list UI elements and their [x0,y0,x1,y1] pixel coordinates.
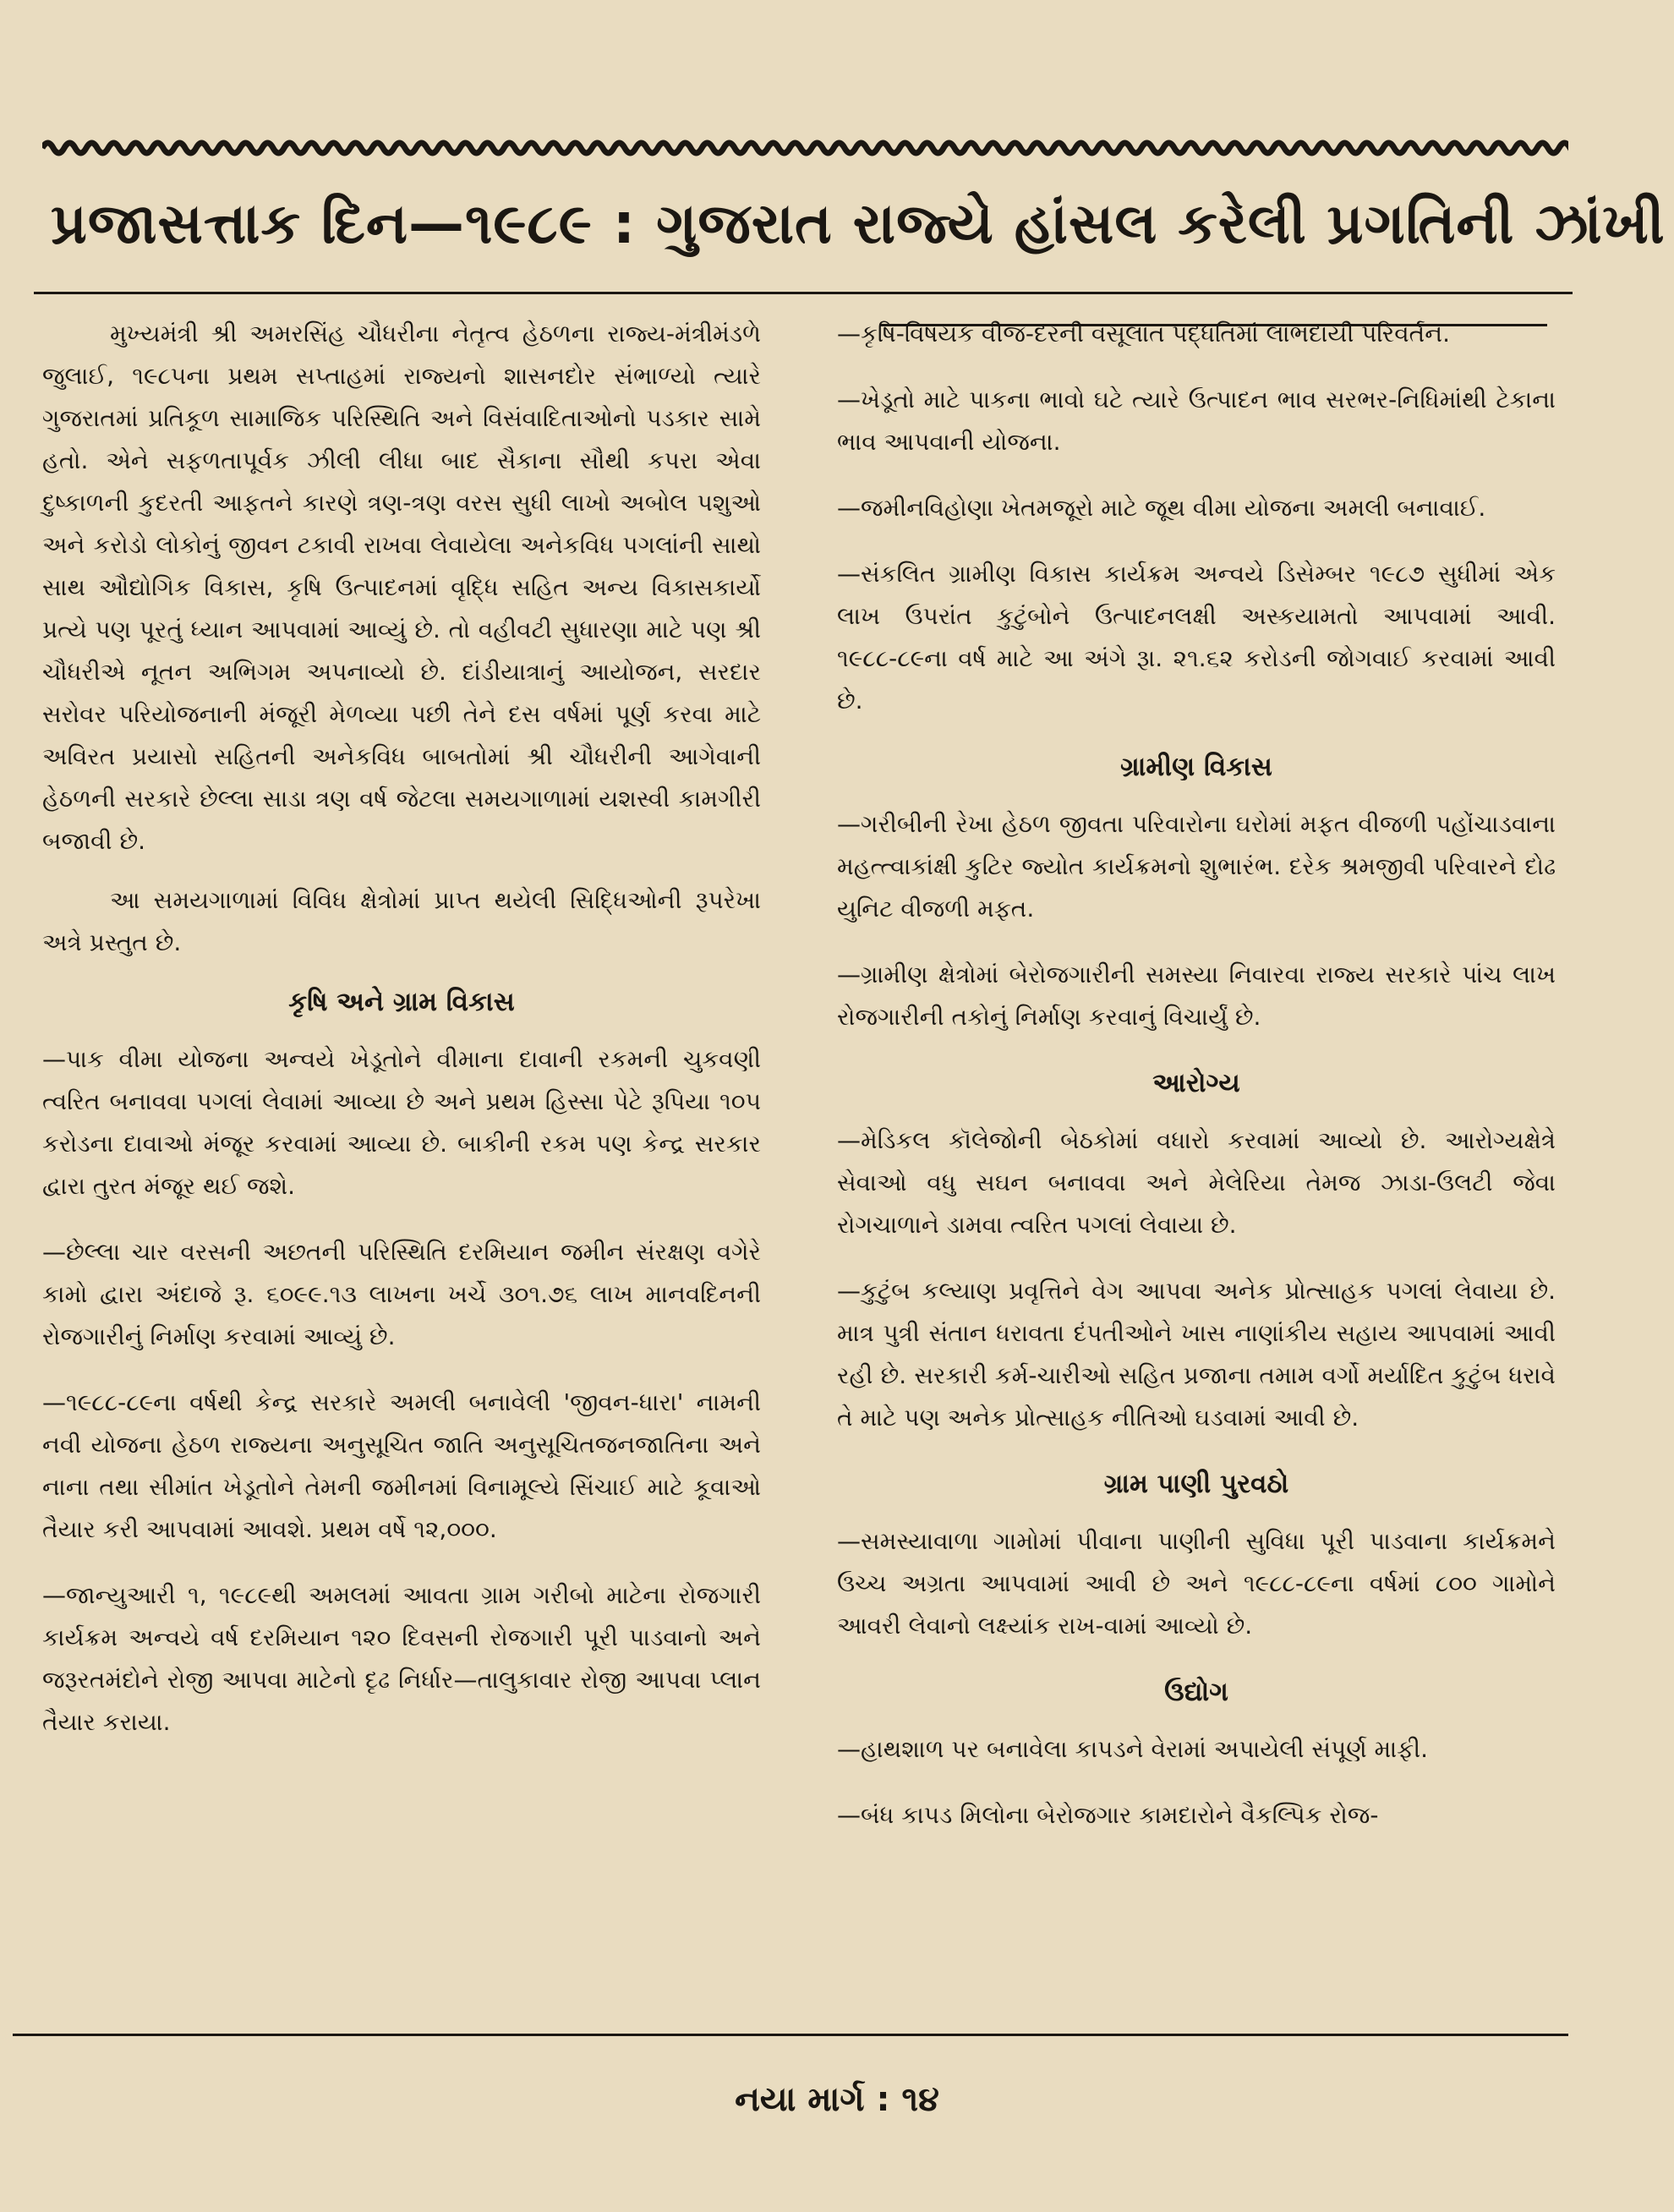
intro-paragraph: મુખ્યમંત્રી શ્રી અમરસિંહ ચૌધરીના નેતૃત્વ હેઠળના રાજ્ય-મંત્રીમંડળે જુલાઈ, ૧૯૮૫ના પ્રથમ સપ્તાહમાં રાજ્યનો શાસનદોર સંભાળ્યો ત્યારે ગુજરાતમાં પ્રતિકૂળ સામાજિક પરિસ્થિતિ અને વિસંવાદિતાઓનો પડકાર સામે હતો. એને સફળતાપૂર્વક ઝીલી લીધા બાદ સૈકાના સૌથી કપરા એવા દુષ્કાળની કુદરતી આફતને કારણે ત્રણ-ત્રણ વરસ સુધી લાખો અબોલ પશુઓ અને કરોડો લોકોનું જીવન ટકાવી રાખવા લેવાયેલા અનેકવિધ પગલાંની સાથો સાથ ઔદ્યોગિક વિકાસ, કૃષિ ઉત્પાદનમાં વૃદ્ધિ સહિત અન્ય વિકાસકાર્યો પ્રત્યે પણ પૂરતું ધ્યાન આપવામાં આવ્યું છે. તો વહીવટી સુધારણા માટે પણ શ્રી ચૌધરીએ નૂતન અભિગમ અપનાવ્યો છે. દાંડીયાત્રાનું આયોજન, સરદાર સરોવર પરિયોજનાની મંજૂરી મેળવ્યા પછી તેને દસ વર્ષમાં પૂર્ણ કરવા માટે અવિરત પ્રયાસો સહિતની અનેકવિધ બાબતોમાં શ્રી ચૌધરીની આગેવાની હેઠળની સરકારે છેલ્લા સાડા ત્રણ વર્ષ જેટલા સમયગાળામાં યશસ્વી કામગીરી બજાવી છે. [42,320,761,855]
section-heading-rural: ગ્રામીણ વિકાસ [1120,752,1272,782]
section-heading-industry: ઉદ્યોગ [1164,1677,1228,1707]
list-item: —પાક વીમા યોજના અન્વયે ખેડૂતોને વીમાના દાવાની રકમની ચુકવણી ત્વરિત બનાવવા પગલાં લેવામાં આવ્યા છે અને પ્રથમ હિસ્સા પેટે રૂપિયા ૧૦૫ કરોડના દાવાઓ મંજૂર કરવામાં આવ્યા છે. બાકીની રકમ પણ કેન્દ્ર સરકાર દ્વારા તુરત મંજૂર થઈ જશે. [42,1045,761,1200]
list-item: —કુટુંબ કલ્યાણ પ્રવૃત્તિને વેગ આપવા અનેક પ્રોત્સાહક પગલાં લેવાયા છે. માત્ર પુત્રી સંતાન ધરાવતા દંપતીઓને ખાસ નાણાંકીય સહાય આપવામાં આવી રહી છે. સરકારી કર્મ-ચારીઓ સહિત પ્રજાના તમામ વર્ગો મર્યાદિત કુટુંબ ધરાવે તે માટે પણ અનેક પ્રોત્સાહક નીતિઓ ઘડવામાં આવી છે. [837,1277,1556,1432]
section-heading-health: આરોગ્ય [1152,1068,1240,1098]
list-item: —સંકલિત ગ્રામીણ વિકાસ કાર્યક્રમ અન્વયે ડિસેમ્બર ૧૯૮૭ સુધીમાં એક લાખ ઉપરાંત કુટુંબોને ઉત્પાદનલક્ષી અસ્કયામતો આપવામાં આવી. ૧૯૮૮-૮૯ના વર્ષ માટે આ અંગે રૂા. ૨૧.૬૨ કરોડની જોગવાઈ કરવામાં આવી છે. [837,560,1556,715]
section-heading-water: ગ્રામ પાણી પુરવઠો [1103,1469,1289,1499]
list-item: —હાથશાળ પર બનાવેલા કાપડને વેરામાં અપાયેલી સંપૂર્ણ માફી. [837,1735,1429,1763]
list-item: —બંધ કાપડ મિલોના બેરોજગાર કામદારોને વૈકલ્પિક રોજ- [837,1801,1379,1829]
list-item: —૧૯૮૮-૮૯ના વર્ષથી કેન્દ્ર સરકારે અમલી બનાવેલી 'જીવન-ધારા' નામની નવી યોજના હેઠળ રાજ્યના અનુસૂચિત જાતિ અનુસૂચિતજનજાતિના અને નાના તથા સીમાંત ખેડૂતોને તેમની જમીનમાં વિનામૂલ્યે સિંચાઈ માટે કૂવાઓ તૈયાર કરી આપવામાં આવશે. પ્રથમ વર્ષે ૧૨,૦૦૦. [42,1388,761,1543]
list-item: —ગ્રામીણ ક્ષેત્રોમાં બેરોજગારીની સમસ્યા નિવારવા રાજ્ય સરકારે પાંચ લાખ રોજગારીની તકોનું નિર્માણ કરવાનું વિચાર્યું છે. [837,961,1556,1031]
list-item: —સમસ્યાવાળા ગામોમાં પીવાના પાણીની સુવિધા પૂરી પાડવાના કાર્યક્રમને ઉચ્ચ અગ્રતા આપવામાં આવી છે અને ૧૯૮૮-૮૯ના વર્ષમાં ૮૦૦ ગામોને આવરી લેવાનો લક્ષ્યાંક રાખ-વામાં આવ્યો છે. [837,1527,1556,1640]
footer-rule [13,2034,1568,2036]
page-title: પ્રજાસત્તાક દિન—૧૯૮૯ : ગુજરાત રાજ્યે હાંસલ કરેલી પ્રગતિની ઝાંખી [51,191,1666,256]
left-column [42,313,761,1767]
list-item: —છેલ્લા ચાર વરસની અછતની પરિસ્થિતિ દરમિયાન જમીન સંરક્ષણ વગેરે કામો દ્વારા અંદાજે રૂ. ૬૦૯૯.૧૩ લાખના ખર્ચે ૩૦૧.૭૬ લાખ માનવદિનની રોજગારીનું નિર્માણ કરવામાં આવ્યું છે. [42,1238,761,1350]
intro-paragraph-2: આ સમયગાળામાં વિવિધ ક્ષેત્રોમાં પ્રાપ્ત થયેલી સિદ્ધિઓની રૂપરેખા અત્રે પ્રસ્તુત છે. [42,886,761,956]
section-heading-agriculture: કૃષિ અને ગ્રામ વિકાસ [288,987,515,1017]
list-item: —મેડિકલ કૉલેજોની બેઠકોમાં વધારો કરવામાં આવ્યો છે. આરોગ્યક્ષેત્રે સેવાઓ વધુ સઘન બનાવવા અને મેલેરિયા તેમજ ઝાડા-ઉલટી જેવા રોગચાળાને ડામવા ત્વરિત પગલાં લેવાયા છે. [837,1126,1556,1239]
right-column [837,313,1556,1860]
decorative-wavy-border [42,135,1568,161]
list-item: —જાન્યુઆરી ૧, ૧૯૮૯થી અમલમાં આવતા ગ્રામ ગરીબો માટેના રોજગારી કાર્યક્રમ અન્વયે વર્ષ દરમિયાન ૧૨૦ દિવસની રોજગારી પૂરી પાડવાનો અને જરૂરતમંદોને રોજી આપવા માટેનો દૃઢ નિર્ધાર—તાલુકાવાર રોજી આપવા પ્લાન તૈયાર કરાયા. [42,1581,761,1736]
list-item: —કૃષિ-વિષયક વીજ-દરની વસૂલાત પદ્ધતિમાં લાભદાયી પરિવર્તન. [837,320,1451,348]
list-item: —જમીનવિહોણા ખેતમજૂરો માટે જૂથ વીમા યોજના અમલી બનાવાઈ. [837,494,1486,522]
list-item: —ખેડૂતો માટે પાકના ભાવો ઘટે ત્યારે ઉત્પાદન ભાવ સરભર-નિધિમાંથી ટેકાના ભાવ આપવાની યોજના. [837,386,1556,456]
title-rule [34,292,1573,294]
list-item: —ગરીબીની રેખા હેઠળ જીવતા પરિવારોના ઘરોમાં મફત વીજળી પહોંચાડવાના મહત્ત્વાકાંક્ષી કુટિર જ્યોત કાર્યક્રમનો શુભારંભ. દરેક શ્રમજીવી પરિવારને દોઢ યુનિટ વીજળી મફત. [837,810,1556,923]
page-footer: નયા માર્ગ : ૧૪ [735,2080,939,2119]
